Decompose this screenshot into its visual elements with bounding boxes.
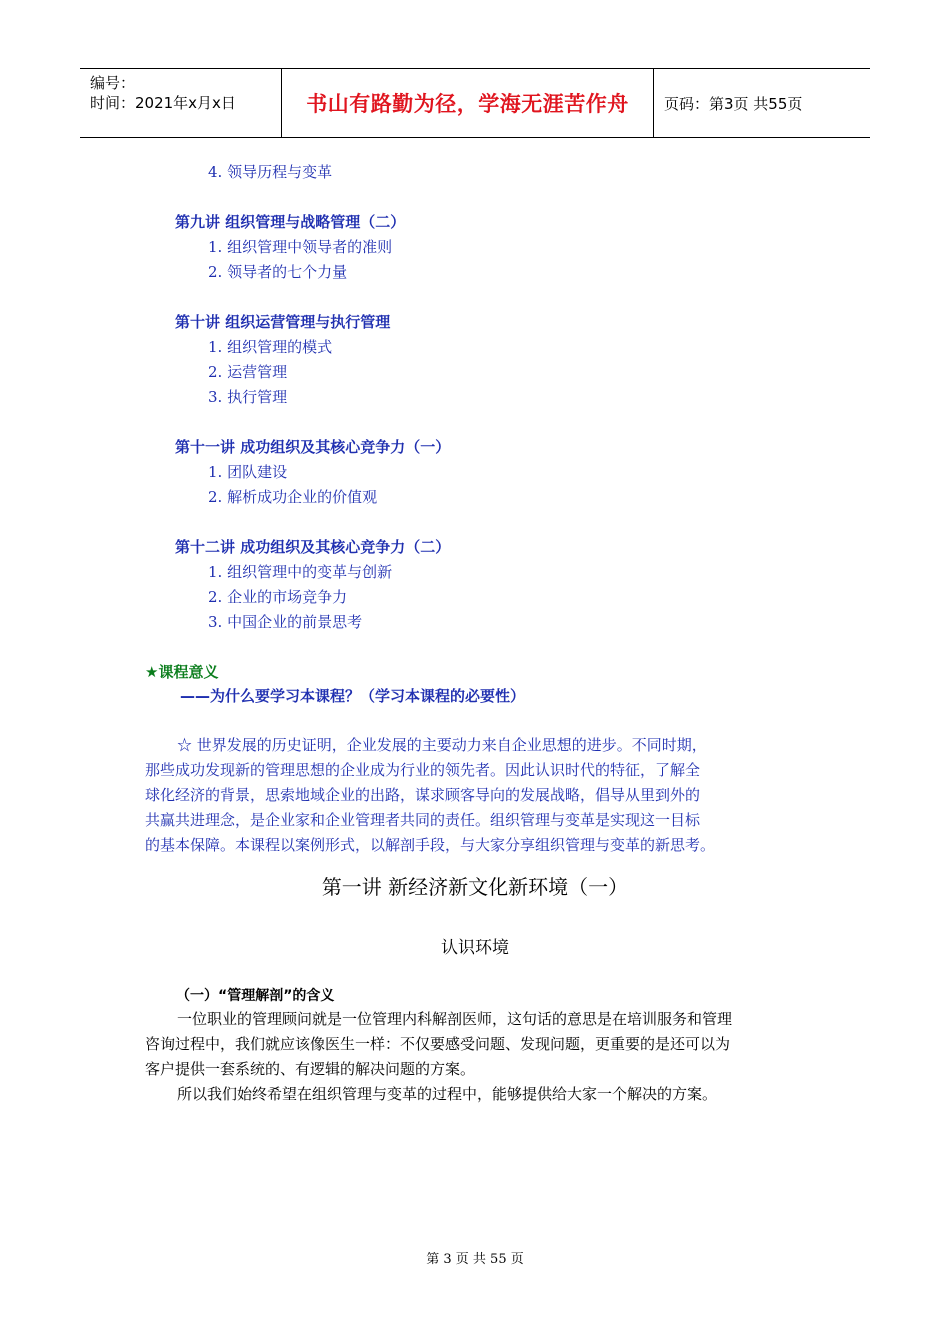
toc-item: 4. 领导历程与变革 — [208, 163, 333, 181]
paragraph-line: 所以我们始终希望在组织管理与变革的过程中，能够提供给大家一个解决的方案。 — [177, 1085, 718, 1103]
paragraph-line: 咨询过程中，我们就应该像医生一样：不仅要感受问题、发现问题，更重要的是还可以为 — [145, 1035, 731, 1053]
toc-item: 2. 解析成功企业的价值观 — [208, 488, 378, 506]
page-footer: 第 3 页 共 55 页 — [426, 1252, 524, 1267]
page-header — [80, 68, 870, 138]
header-number-label: 编号： — [90, 74, 136, 92]
header-motto: 书山有路勤为径，学海无涯苦作舟 — [282, 69, 654, 137]
toc-lecture-title: 第十一讲 成功组织及其核心竞争力（一） — [175, 438, 451, 456]
header-page-info: 页码：第3页 共55页 — [664, 94, 803, 113]
toc-lecture-title: 第九讲 组织管理与战略管理（二） — [175, 213, 406, 231]
paragraph-line: 那些成功发现新的管理思想的企业成为行业的领先者。因此认识时代的特征，了解全 — [145, 761, 701, 779]
header-date-label: 时间：2021年x月x日 — [90, 94, 236, 112]
significance-paragraph — [145, 733, 715, 858]
paragraph-line: ☆ 世界发展的历史证明，企业发展的主要动力来自企业思想的进步。不同时期， — [177, 736, 707, 754]
body-paragraph — [145, 1007, 732, 1107]
toc-item: 2. 运营管理 — [208, 363, 288, 381]
toc-item: 3. 执行管理 — [208, 388, 288, 406]
toc-lecture-title: 第十讲 组织运营管理与执行管理 — [175, 313, 391, 331]
significance-subheading: ——为什么要学习本课程？（学习本课程的必要性） — [180, 687, 526, 705]
paragraph-line: 的基本保障。本课程以案例形式，以解剖手段，与大家分享组织管理与变革的新思考。 — [145, 836, 716, 854]
toc-item: 1. 团队建设 — [208, 463, 288, 481]
paragraph-line: 客户提供一套系统的、有逻辑的解决问题的方案。 — [145, 1060, 476, 1078]
toc-item: 1. 组织管理中的变革与创新 — [208, 563, 393, 581]
header-meta — [80, 69, 282, 137]
significance-heading: ★课程意义 — [145, 663, 219, 681]
toc-item: 3. 中国企业的前景思考 — [208, 613, 363, 631]
toc-item: 1. 组织管理的模式 — [208, 338, 333, 356]
toc-item: 2. 企业的市场竞争力 — [208, 588, 348, 606]
toc-lecture-title: 第十二讲 成功组织及其核心竞争力（二） — [175, 538, 451, 556]
paragraph-line: 一位职业的管理顾问就是一位管理内科解剖医师，这句话的意思是在培训服务和管理 — [177, 1010, 733, 1028]
paragraph-line: 球化经济的背景，思索地域企业的出路，谋求顾客导向的发展战略，倡导从里到外的 — [145, 786, 701, 804]
toc-item: 1. 组织管理中领导者的准则 — [208, 238, 393, 256]
paragraph-line: 共赢共进理念，是企业家和企业管理者共同的责任。组织管理与变革是实现这一目标 — [145, 811, 701, 829]
section-heading: （一）“管理解剖”的含义 — [176, 988, 335, 1004]
lecture-subtitle: 认识环境 — [441, 938, 509, 958]
toc-item: 2. 领导者的七个力量 — [208, 263, 348, 281]
lecture-title: 第一讲 新经济新文化新环境（一） — [321, 875, 629, 899]
